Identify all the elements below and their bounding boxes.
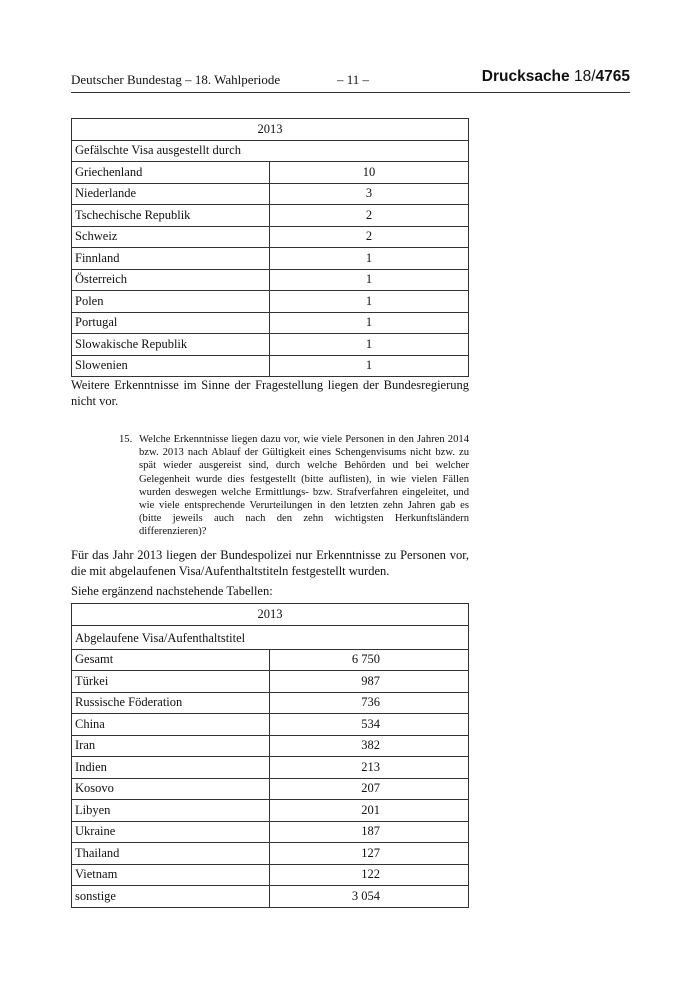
- document-number: [482, 68, 630, 86]
- count-cell: 1: [270, 312, 469, 334]
- header-parliament: Deutscher Bundestag – 18. Wahlperiode: [71, 72, 281, 87]
- count-cell: 127: [270, 843, 469, 865]
- page-header: [71, 68, 630, 93]
- document-label: Drucksache: [481, 68, 570, 85]
- country-cell: Finnland: [72, 248, 270, 270]
- count-cell: 122: [270, 864, 469, 886]
- page-number: – 11 –: [337, 72, 370, 87]
- count-cell: 187: [270, 821, 469, 843]
- country-cell: Vietnam: [72, 864, 270, 886]
- country-cell: Slowenien: [72, 355, 270, 377]
- table-row: [72, 312, 469, 334]
- country-cell: Gesamt: [72, 649, 270, 671]
- table-row: [72, 226, 469, 248]
- country-cell: China: [72, 714, 270, 736]
- question-number: 15.: [119, 434, 133, 445]
- count-cell: 3: [270, 183, 469, 205]
- table-row: [72, 692, 469, 714]
- table-row: [72, 778, 469, 800]
- country-cell: Niederlande: [72, 183, 270, 205]
- paragraph-see-tables: Siehe ergänzend nachstehende Tabellen:: [71, 584, 273, 598]
- count-cell: 3 054: [270, 886, 469, 908]
- count-cell: 207: [270, 778, 469, 800]
- count-cell: 201: [270, 800, 469, 822]
- table-row: [72, 714, 469, 736]
- country-cell: Iran: [72, 735, 270, 757]
- table-row: [72, 334, 469, 356]
- table-row: [72, 291, 469, 313]
- country-cell: Portugal: [72, 312, 270, 334]
- forged-visa-table: [71, 118, 469, 377]
- count-cell: 6 750: [270, 649, 469, 671]
- country-cell: Griechenland: [72, 162, 270, 184]
- count-cell: 1: [270, 269, 469, 291]
- paragraph-federal-police: Für das Jahr 2013 liegen der Bundespolizei nur Erkenntnisse zu Personen vor, die mit abgelaufenen Visa/Aufenthaltstiteln festgestellt wurden.: [71, 548, 469, 578]
- table-subheader: Gefälschte Visa ausgestellt durch: [72, 140, 469, 162]
- country-cell: Russische Föderation: [72, 692, 270, 714]
- table-row: [72, 183, 469, 205]
- count-cell: 382: [270, 735, 469, 757]
- country-cell: sonstige: [72, 886, 270, 908]
- country-cell: Thailand: [72, 843, 270, 865]
- country-cell: Türkei: [72, 671, 270, 693]
- table-row: [72, 269, 469, 291]
- table-row: [72, 248, 469, 270]
- table-row: [72, 886, 469, 908]
- document-number-bold: 4765: [595, 68, 630, 85]
- table-row: [72, 757, 469, 779]
- country-cell: Indien: [72, 757, 270, 779]
- table-row: [72, 800, 469, 822]
- count-cell: 2: [270, 226, 469, 248]
- count-cell: 736: [270, 692, 469, 714]
- question-block: [119, 433, 469, 539]
- table-row: [72, 671, 469, 693]
- table-subheader: Abgelaufene Visa/Aufenthaltstitel: [72, 625, 469, 649]
- question-text: Welche Erkenntnisse liegen dazu vor, wie viele Personen in den Jahren 2014 bzw. 2013 nach Ablauf der Gültigkeit eines Schengenvisums nicht bzw. zu spät wieder ausgereist sind, durch welche Behörden und bei welcher Gelegenheit wurde dies festgestellt (bitte auflisten), in wie vielen Fällen wurden deswegen welche Ermittlungs- bzw. Strafverfahren eingeleitet, und wie viele entsprechende Verurteilungen in den letzten zehn Jahren gab es (bitte jeweils auch nach den zehn wichtigsten Herkunftsländern differenzieren)?: [139, 434, 469, 538]
- count-cell: 1: [270, 248, 469, 270]
- count-cell: 1: [270, 334, 469, 356]
- expired-visa-table: [71, 603, 469, 908]
- table-row: [72, 355, 469, 377]
- table-row: [72, 864, 469, 886]
- table-row: [72, 843, 469, 865]
- country-cell: Polen: [72, 291, 270, 313]
- count-cell: 10: [270, 162, 469, 184]
- country-cell: Tschechische Republik: [72, 205, 270, 227]
- table-row: [72, 649, 469, 671]
- country-cell: Ukraine: [72, 821, 270, 843]
- table-year: 2013: [72, 119, 469, 141]
- table-row: [72, 821, 469, 843]
- count-cell: 1: [270, 355, 469, 377]
- document-number-plain: 18/: [569, 68, 596, 85]
- count-cell: 2: [270, 205, 469, 227]
- table-row: [72, 162, 469, 184]
- country-cell: Kosovo: [72, 778, 270, 800]
- table-row: [72, 735, 469, 757]
- country-cell: Slowakische Republik: [72, 334, 270, 356]
- table-year: 2013: [72, 604, 469, 626]
- count-cell: 213: [270, 757, 469, 779]
- count-cell: 1: [270, 291, 469, 313]
- count-cell: 987: [270, 671, 469, 693]
- paragraph-further-findings: Weitere Erkenntnisse im Sinne der Fragestellung liegen der Bundesregierung nicht vor.: [71, 378, 469, 408]
- table-row: [72, 205, 469, 227]
- country-cell: Österreich: [72, 269, 270, 291]
- count-cell: 534: [270, 714, 469, 736]
- country-cell: Libyen: [72, 800, 270, 822]
- country-cell: Schweiz: [72, 226, 270, 248]
